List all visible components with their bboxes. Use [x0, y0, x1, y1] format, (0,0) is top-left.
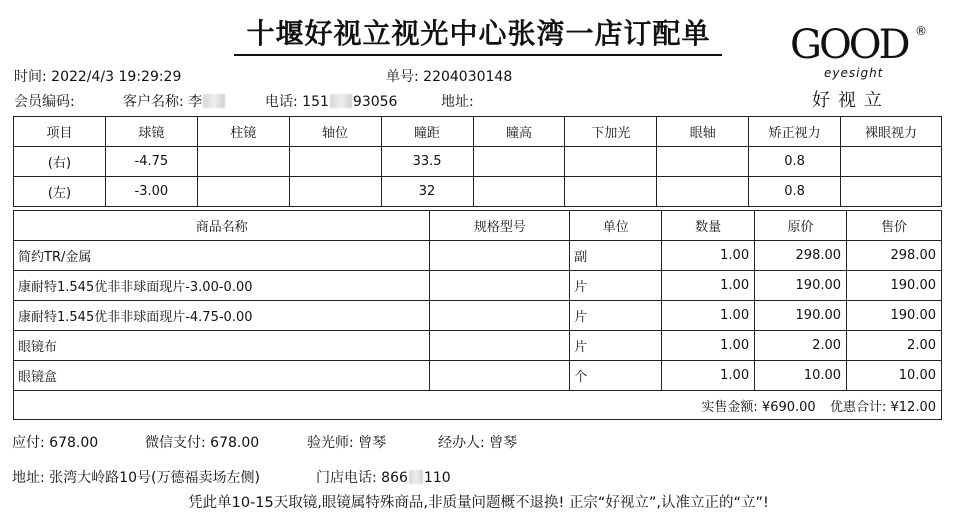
item-sale-price: 10.00: [847, 361, 942, 391]
item-spec: [430, 271, 570, 301]
time-label: 时间:: [14, 69, 47, 85]
item-name: 康耐特1.545优非非球面现片-4.75-0.00: [14, 301, 430, 331]
table-row: [14, 331, 942, 361]
item-sale-price: 298.00: [847, 241, 942, 271]
item-spec: [430, 331, 570, 361]
totals-cell: [14, 391, 942, 420]
order-label: 单号:: [386, 69, 419, 85]
optometrist-field: [307, 432, 386, 452]
table-row: [14, 301, 942, 331]
store-phone-label: 门店电话:: [316, 470, 377, 486]
customer-value: 李: [188, 94, 203, 110]
rx-header-cell: 球镜: [105, 117, 197, 147]
rx-cell: -4.75: [105, 147, 197, 177]
rx-header-cell: 下加光: [565, 117, 657, 147]
address-label: 地址:: [441, 94, 474, 110]
item-unit: 片: [570, 271, 662, 301]
item-quantity: 1.00: [662, 361, 755, 391]
logo-main-text: GOOD: [790, 22, 908, 68]
rx-cell: [473, 177, 565, 207]
member-code-field: [14, 91, 75, 111]
notice-text: 凭此单10-15天取镜,眼镜属特殊商品,非质量问题概不退换! 正宗“好视立”,认准立正的“立”!: [188, 495, 769, 511]
phone-prefix: 151: [302, 94, 329, 110]
rx-header-cell: 矫正视力: [749, 117, 841, 147]
prescription-header-row: [14, 117, 942, 147]
rx-header-cell: 瞳高: [473, 117, 565, 147]
rx-cell: [565, 147, 657, 177]
wechat-payment-field: [145, 432, 259, 452]
item-quantity: 1.00: [662, 271, 755, 301]
discount-total-label: 优惠合计:: [829, 399, 887, 415]
prescription-table: [13, 116, 942, 207]
rx-header-cell: 柱镜: [197, 117, 289, 147]
optometrist-value: 曾琴: [358, 435, 387, 451]
rx-cell: (左): [14, 177, 106, 207]
table-row: [14, 241, 942, 271]
items-header-cell: 售价: [847, 211, 942, 241]
wechat-value: 678.00: [210, 435, 260, 451]
logo-registered-mark: ®: [915, 24, 927, 38]
member-label: 会员编码:: [14, 94, 75, 110]
amount-due-value: 678.00: [49, 435, 99, 451]
rx-header-cell: 瞳距: [381, 117, 473, 147]
redacted-mark: [203, 94, 225, 108]
handler-value: 曾琴: [489, 435, 518, 451]
optometrist-label: 验光师:: [307, 435, 354, 451]
item-original-price: 298.00: [755, 241, 847, 271]
rx-cell: [657, 177, 749, 207]
store-phone-suffix: 110: [423, 470, 451, 486]
item-original-price: 2.00: [755, 331, 847, 361]
items-header-cell: 原价: [755, 211, 847, 241]
redacted-mark: [330, 94, 352, 108]
rx-header-cell: 裸眼视力: [841, 117, 942, 147]
store-phone-prefix: 866: [381, 470, 408, 486]
amount-due-label: 应付:: [12, 435, 45, 451]
brand-chinese-name: 好视立: [812, 90, 890, 111]
item-sale-price: 2.00: [847, 331, 942, 361]
time-value: 2022/4/3 19:29:29: [51, 69, 182, 85]
phone-suffix: 93056: [352, 94, 398, 110]
document-title: 十堰好视立视光中心张湾一店订配单: [246, 17, 711, 50]
item-name: 眼镜布: [14, 331, 430, 361]
item-name: 康耐特1.545优非非球面现片-3.00-0.00: [14, 271, 430, 301]
customer-name-field: [123, 91, 226, 111]
title-underline: [234, 54, 722, 56]
items-header-cell: 数量: [662, 211, 755, 241]
item-quantity: 1.00: [662, 241, 755, 271]
rx-header-cell: 眼轴: [657, 117, 749, 147]
store-address-field: [12, 467, 260, 487]
good-eyesight-logo: [790, 22, 930, 82]
prescription-row-right: [14, 147, 942, 177]
store-phone-field: [316, 467, 451, 487]
actual-amount-value: ¥690.00: [761, 399, 816, 415]
item-name: 简约TR/金属: [14, 241, 430, 271]
totals-row: [14, 391, 942, 420]
rx-cell: [197, 177, 289, 207]
rx-cell: [565, 177, 657, 207]
customer-label: 客户名称:: [123, 94, 184, 110]
rx-cell: (右): [14, 147, 106, 177]
item-original-price: 190.00: [755, 271, 847, 301]
items-table: [13, 210, 942, 420]
rx-cell: [841, 147, 942, 177]
address-field: [441, 91, 474, 111]
item-sale-price: 190.00: [847, 301, 942, 331]
item-quantity: 1.00: [662, 301, 755, 331]
table-row: [14, 361, 942, 391]
rx-cell: 32: [381, 177, 473, 207]
wechat-label: 微信支付:: [145, 435, 206, 451]
handler-label: 经办人:: [438, 435, 485, 451]
table-row: [14, 271, 942, 301]
item-name: 眼镜盒: [14, 361, 430, 391]
item-quantity: 1.00: [662, 331, 755, 361]
items-header-cell: 规格型号: [430, 211, 570, 241]
rx-cell: [289, 147, 381, 177]
actual-amount-label: 实售金额:: [701, 399, 758, 415]
item-original-price: 10.00: [755, 361, 847, 391]
logo-subtext: eyesight: [824, 66, 884, 80]
rx-cell: 0.8: [749, 177, 841, 207]
rx-cell: [197, 147, 289, 177]
time-field: [14, 66, 181, 86]
items-header-cell: 商品名称: [14, 211, 430, 241]
handler-field: [438, 432, 517, 452]
item-sale-price: 190.00: [847, 271, 942, 301]
item-spec: [430, 301, 570, 331]
store-address-value: 张湾大岭路10号(万德福卖场左侧): [49, 470, 260, 486]
prescription-row-left: [14, 177, 942, 207]
rx-cell: [473, 147, 565, 177]
rx-cell: [289, 177, 381, 207]
item-unit: 片: [570, 331, 662, 361]
store-address-label: 地址:: [12, 470, 45, 486]
rx-header-cell: 轴位: [289, 117, 381, 147]
item-original-price: 190.00: [755, 301, 847, 331]
rx-cell: [841, 177, 942, 207]
rx-cell: 33.5: [381, 147, 473, 177]
item-unit: 副: [570, 241, 662, 271]
redacted-mark: [409, 470, 423, 484]
rx-cell: -3.00: [105, 177, 197, 207]
item-spec: [430, 241, 570, 271]
rx-cell: 0.8: [749, 147, 841, 177]
rx-cell: [657, 147, 749, 177]
payment-line: [12, 432, 98, 452]
item-spec: [430, 361, 570, 391]
phone-label: 电话:: [265, 94, 298, 110]
rx-header-cell: 项目: [14, 117, 106, 147]
item-unit: 个: [570, 361, 662, 391]
items-header-cell: 单位: [570, 211, 662, 241]
order-number-field: [386, 66, 512, 86]
order-value: 2204030148: [423, 69, 513, 85]
item-unit: 片: [570, 301, 662, 331]
phone-field: [265, 91, 397, 111]
items-header-row: [14, 211, 942, 241]
discount-total-value: ¥12.00: [890, 399, 936, 415]
